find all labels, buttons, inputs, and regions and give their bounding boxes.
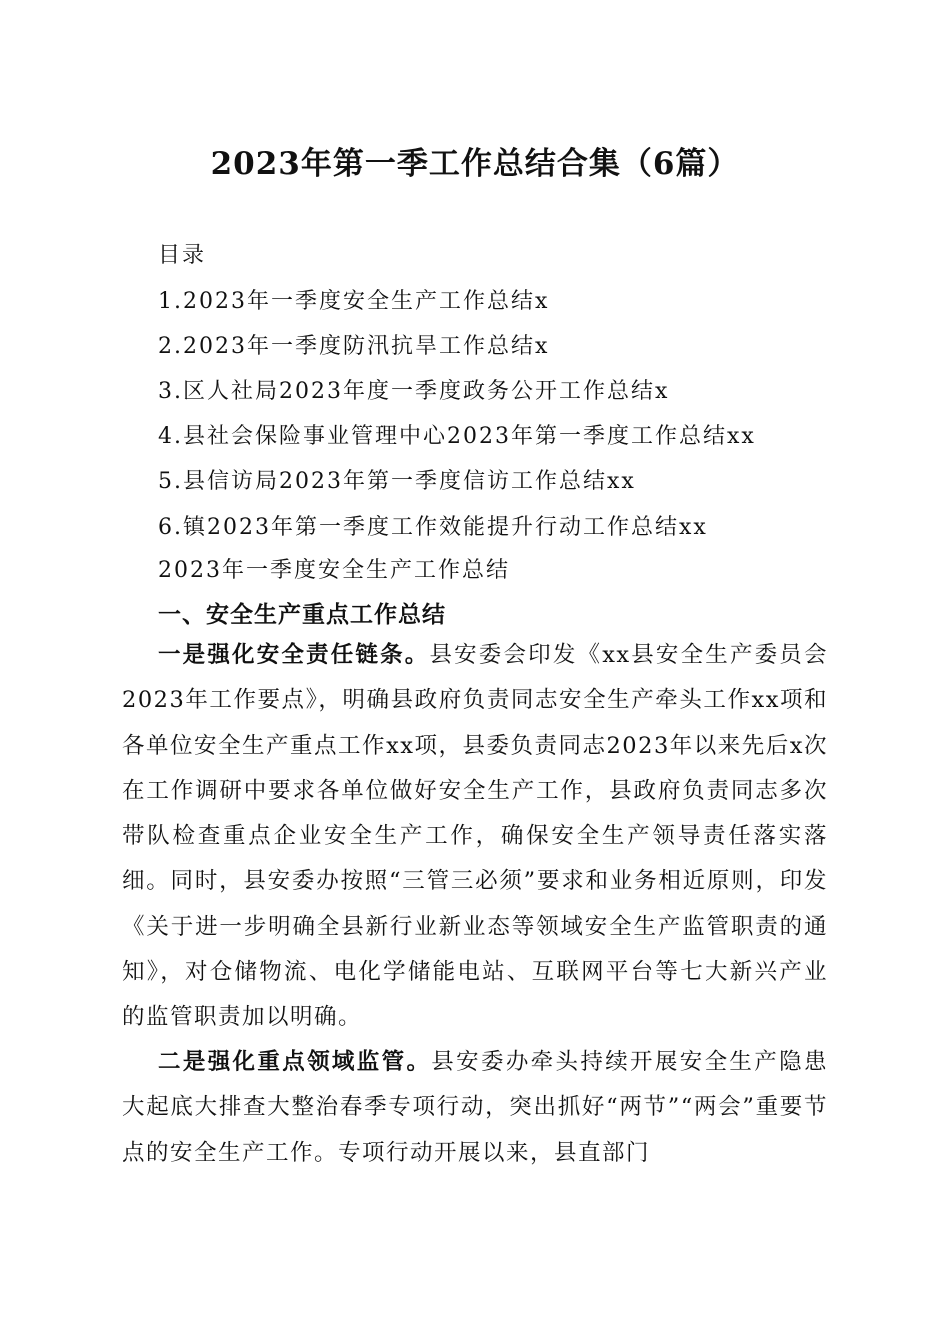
paragraph-1-lead: 一是强化安全责任链条。 xyxy=(158,642,430,668)
paragraph-2-lead: 二是强化重点领域监管。 xyxy=(158,1049,432,1075)
section-title: 2023年一季度安全生产工作总结 xyxy=(158,558,510,583)
paragraph-1 xyxy=(122,633,828,1041)
paragraph-2-body: 县安委办牵头持续开展安全生产隐患大起底大排查大整治春季专项行动，突出抓好“两节”“两会”重要节点的安全生产工作。专项行动开展以来，县直部门 xyxy=(122,1049,828,1166)
toc-item: 1.2023年一季度安全生产工作总结x xyxy=(158,289,550,314)
toc-label: 目录 xyxy=(158,243,207,268)
toc-item: 2.2023年一季度防汛抗旱工作总结x xyxy=(158,334,550,359)
toc-item: 4.县社会保险事业管理中心2023年第一季度工作总结xx xyxy=(158,424,756,449)
paragraph-2 xyxy=(122,1040,828,1176)
section-heading: 一、安全生产重点工作总结 xyxy=(158,602,446,628)
document-title: 2023年第一季工作总结合集（6篇） xyxy=(210,146,740,182)
paragraph-1-body: 县安委会印发《xx县安全生产委员会2023年工作要点》，明确县政府负责同志安全生产牵头工作xx项和各单位安全生产重点工作xx项，县委负责同志2023年以来先后x次在工作调研中要求各单位做好安全生产工作，县政府负责同志多次带队检查重点企业安全生产工作，确保安全生产领导责任落实落细。同时，县安委办按照“三管三必须”要求和业务相近原则，印发《关于进一步明确全县新行业新业态等领域安全生产监管职责的通知》，对仓储物流、电化学储能电站、互联网平台等七大新兴产业的监管职责加以明确。 xyxy=(122,642,828,1031)
toc-item: 3.区人社局2023年度一季度政务公开工作总结x xyxy=(158,379,670,404)
toc-item: 6.镇2023年第一季度工作效能提升行动工作总结xx xyxy=(158,515,708,540)
toc-item: 5.县信访局2023年第一季度信访工作总结xx xyxy=(158,469,636,494)
